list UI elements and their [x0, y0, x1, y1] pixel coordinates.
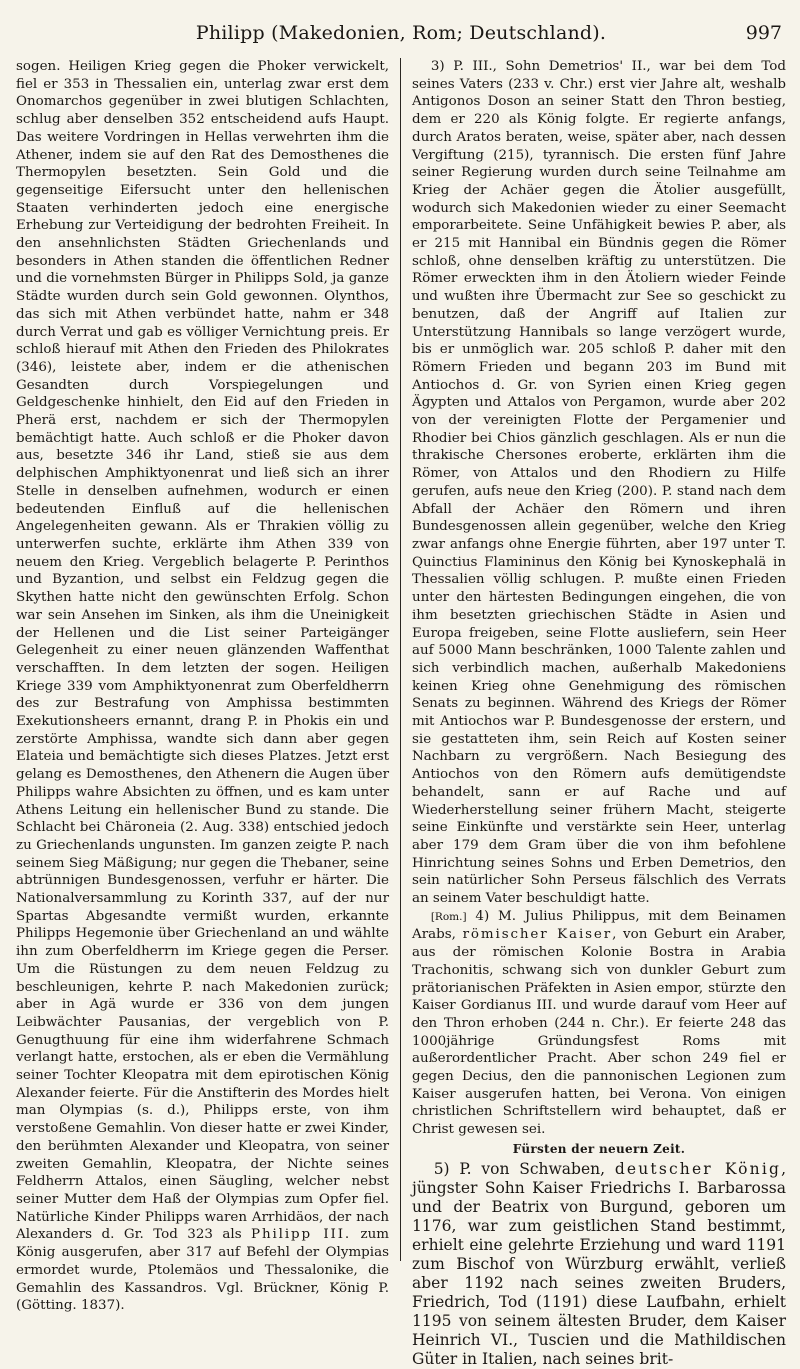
entry-text-end: zum König ausgerufen, aber 317 auf Befehl der Olympias ermordet wurde, Ptolemäos und Thessalonike, die Gemahlin des Kassandros. Vgl. Brückner, König P. (Götting. 1837). [16, 1227, 389, 1314]
entry-philipp-ii-continued [16, 58, 389, 1315]
right-column [401, 58, 787, 1368]
page-header [16, 0, 786, 58]
entry-text: sogen. Heiligen Krieg gegen die Phoker verwickelt, fiel er 353 in Thessalien ein, unterlag zwar erst dem Onomarchos gegenüber in zwei blutigen Schlachten, schlug aber denselben 352 entscheidend aufs Haupt. Das weitere Vordringen in Hellas verwehrten ihm die Athener, indem sie auf den Rat des Demosthenes die Thermopylen besetzten. Sein Gold und die gegenseitige Eifersucht unter den hellenischen Staaten verhinderten jedoch eine energische Erhebung zur Verteidigung der bedrohten Freiheit. In den ansehnlichsten Städten Griechenlands und besonders in Athen standen die öffentlichen Redner und die vornehmsten Bürger in Philipps Sold, ja ganze Städte wurden durch sein Gold gewonnen. Olynthos, das sich mit Athen verbündet hatte, nahm er 348 durch Verrat und gab es völliger Vernichtung preis. Er schloß hierauf mit Athen den Frieden des Philokrates (346), leistete aber, indem er die athenischen Gesandten durch Vorspiegelungen und Geldgeschenke hinhielt, den Eid auf den Frieden in Pherä erst, nachdem er sich der Thermopylen bemächtigt hatte. Auch schloß er die Phoker davon aus, besetzte 346 ihr Land, stieß sie aus dem delphischen Amphiktyonenrat und ließ sich an ihrer Stelle in denselben aufnehmen, wodurch er einen bedeutenden Einfluß auf die hellenischen Angelegenheiten gewann. Als er Thrakien völlig zu unterwerfen suchte, erklärte ihm Athen 339 von neuem den Krieg. Vergeblich belagerte P. Perinthos und Byzantion, und selbst ein Feldzug gegen die Skythen hatte nicht den gewünschten Erfolg. Schon war sein Ansehen im Sinken, als ihm die Uneinigkeit der Hellenen und die List seiner Parteigänger Gelegenheit zu einer neuen glänzenden Waffenthat verschafften. In dem letzten der sogen. Heiligen Kriege 339 vom Amphiktyonenrat zum Oberfeldherrn des zur Bestrafung von Amphissa bestimmten Exekutionsheers ernannt, drang P. in Phokis ein und zerstörte Amphissa, wandte sich dann aber gegen Elateia und bemächtigte sich dieses Platzes. Jetzt erst gelang es Demosthenes, den Athenern die Augen über Philipps wahre Absichten zu öffnen, und es kam unter Athens Leitung ein hellenischer Bund zu stande. Die Schlacht bei Chäroneia (2. Aug. 338) entschied jedoch zu Griechenlands ungunsten. Im ganzen zeigte P. nach seinem Sieg Mäßigung; nur gegen die Thebaner, seine abtrünnigen Bundesgenossen, verfuhr er härter. Die Nationalversammlung zu Korinth 337, auf der nur Spartas Abgesandte vermißt wurden, erkannte Philipps Hegemonie über Griechenland an und wählte ihn zum Oberfeldherrn im Kriege gegen die Perser. Um die Rüstungen zu dem neuen Feldzug zu beschleunigen, kehrte P. nach Makedonien zurück; aber in Agä wurde er 336 von dem jungen Leibwächter Pausanias, der vergeblich von P. Genugthuung für eine ihm widerfahrene Schmach verlangt hatte, erstochen, als er eben die Vermählung seiner Tochter Kleopatra mit dem epirotischen König Alexander feierte. Für die Anstifterin des Mordes hielt man Olympias (s. d.), Philipps erste, von ihm verstoßene Gemahlin. Von dieser hatte er zwei Kinder, den berühmten Alexander und Kleopatra, von seiner zweiten Gemahlin, Kleopatra, der Nichte seines Feldherrn Attalos, einen Säugling, welcher nebst seiner Mutter dem Haß der Olympias zum Opfer fiel. Natürliche Kinder Philipps waren Arrhidäos, der nach Alexanders d. Gr. Tod 323 als [16, 59, 389, 1243]
entry-philippus-arabs [412, 908, 786, 1139]
entry-philipp-von-schwaben [412, 1160, 786, 1369]
entry-number: 4) [466, 908, 499, 924]
running-title: Philipp (Makedonien, Rom; Deutschland). [195, 22, 607, 44]
entry-name: M. Julius Philippus [498, 908, 636, 924]
entry-text: , jüngster Sohn Kaiser Friedrichs I. Barbarossa und der Beatrix von Burgund, geboren um 1176, war zum geistlichen Stand bestimmt, erhielt eine gelehrte Erziehung und ward 1191 zum Bischof von Würzburg erwählt, verließ aber 1192 nach seines zweiten Bruders, Friedrich, Tod (1191) diese Laufbahn, erhielt 1195 von seinem ältesten Bruder, dem Kaiser Heinrich VI., Tuscien und die Mathildischen Güter in Italien, nach seines brit- [412, 1159, 786, 1368]
entry-philipp-iii: 3) P. III., Sohn Demetrios' II., war bei dem Tod seines Vaters (233 v. Chr.) erst vier Jahre alt, weshalb Antigonos Doson an seiner Statt den Thron bestieg, dem er 220 als König folgte. Er regierte anfangs, durch Aratos beraten, weise, später aber, nach dessen Vergiftung (215), tyrannisch. Die ersten fünf Jahre seiner Regierung wurden durch seine Teilnahme am Krieg der Achäer gegen die Ätolier ausgefüllt, wodurch sich Makedonien wieder zu einer Seemacht emporarbeitete. Seine Unfähigkeit bewies P. aber, als er 215 mit Hannibal ein Bündnis gegen die Römer schloß, ohne denselben kräftig zu unterstützen. Die Römer erweckten ihm in den Ätoliern wieder Feinde und wußten ihre Übermacht zur See so geschickt zu benutzen, daß der Angriff auf Italien zur Unterstützung Hannibals so lange verzögert wurde, bis er unmöglich war. 205 schloß P. daher mit den Römern Frieden und begann 203 im Bund mit Antiochos d. Gr. von Syrien einen Krieg gegen Ägypten und Attalos von Pergamon, wurde aber 202 von der vereinigten Flotte der Pergamenier und Rhodier bei Chios gänzlich geschlagen. Als er nun die thrakische Chersones eroberte, erklärten ihm die Römer, von Attalos und den Rhodiern zu Hilfe gerufen, aufs neue den Krieg (200). P. stand nach dem Abfall der Achäer den Römern und ihren Bundesgenossen allein gegenüber, welche den Krieg zwar anfangs ohne Energie führten, aber 197 unter T. Quinctius Flamininus den König bei Kynoskephalä in Thessalien völlig schlugen. P. mußte einen Frieden unter den härtesten Bedingungen eingehen, die von ihm besetzten griechischen Städte in Asien und Europa freigeben, seine Flotte ausliefern, sein Heer auf 5000 Mann beschränken, 1000 Talente zahlen und sich verbindlich machen, außerhalb Makedoniens keinen Krieg ohne Genehmigung des römischen Senats zu beginnen. Während des Kriegs der Römer mit Antiochos war P. Bundesgenosse der erstern, und sie gestatteten ihm, sein Reich auf Kosten seiner Nachbarn zu vergrößern. Nach Besiegung des Antiochos von den Römern aufs demütigendste behandelt, sann er auf Rache und auf Wiederherstellung seiner frühern Macht, steigerte seine Einkünfte und verstärkte sein Heer, unterlag aber 179 dem Gram über die von ihm befohlene Hinrichtung seines Sohns und Erben Demetrios, den sein natürlicher Sohn Perseus fälschlich des Verrats an seinem Vater beschuldigt hatte. [412, 59, 786, 907]
entry-title: römischer Kaiser [462, 927, 613, 943]
page-number: 997 [745, 22, 782, 44]
entry-title: deutscher König [614, 1159, 782, 1178]
entry-text: , von Geburt ein Araber, aus der römischen Kolonie Bostra in Arabia Trachonitis, schwang sich von dunkler Geburt zum prätorianischen Präfekten in Asien empor, stürzte den Kaiser Gordianus III. und wurde darauf vom Heer auf den Thron erhoben (244 n. Chr.). Er feierte 248 das 1000jährige Gründungsfest Roms mit außerordentlicher Pracht. Aber schon 249 fiel er gegen Decius, den die pannonischen Legionen zum Kaiser ausgerufen hatten, bei Verona. Von einigen christlichen Schriftstellern wird behauptet, daß er Christ gewesen sei. [412, 927, 787, 1138]
entry-text: , mit dem Beinamen Arabs, [412, 908, 787, 943]
entry-name: P. von Schwaben [459, 1159, 601, 1178]
section-subheading: Fürsten der neuern Zeit. [512, 1141, 686, 1156]
entry-number: 5) [433, 1159, 460, 1178]
text-columns [16, 58, 787, 1368]
left-column [16, 58, 401, 1314]
entry-name-philipp-iii: Philipp III. [251, 1227, 352, 1243]
section-tag: [Rom.] [430, 910, 467, 923]
entry-text: , [600, 1159, 615, 1178]
